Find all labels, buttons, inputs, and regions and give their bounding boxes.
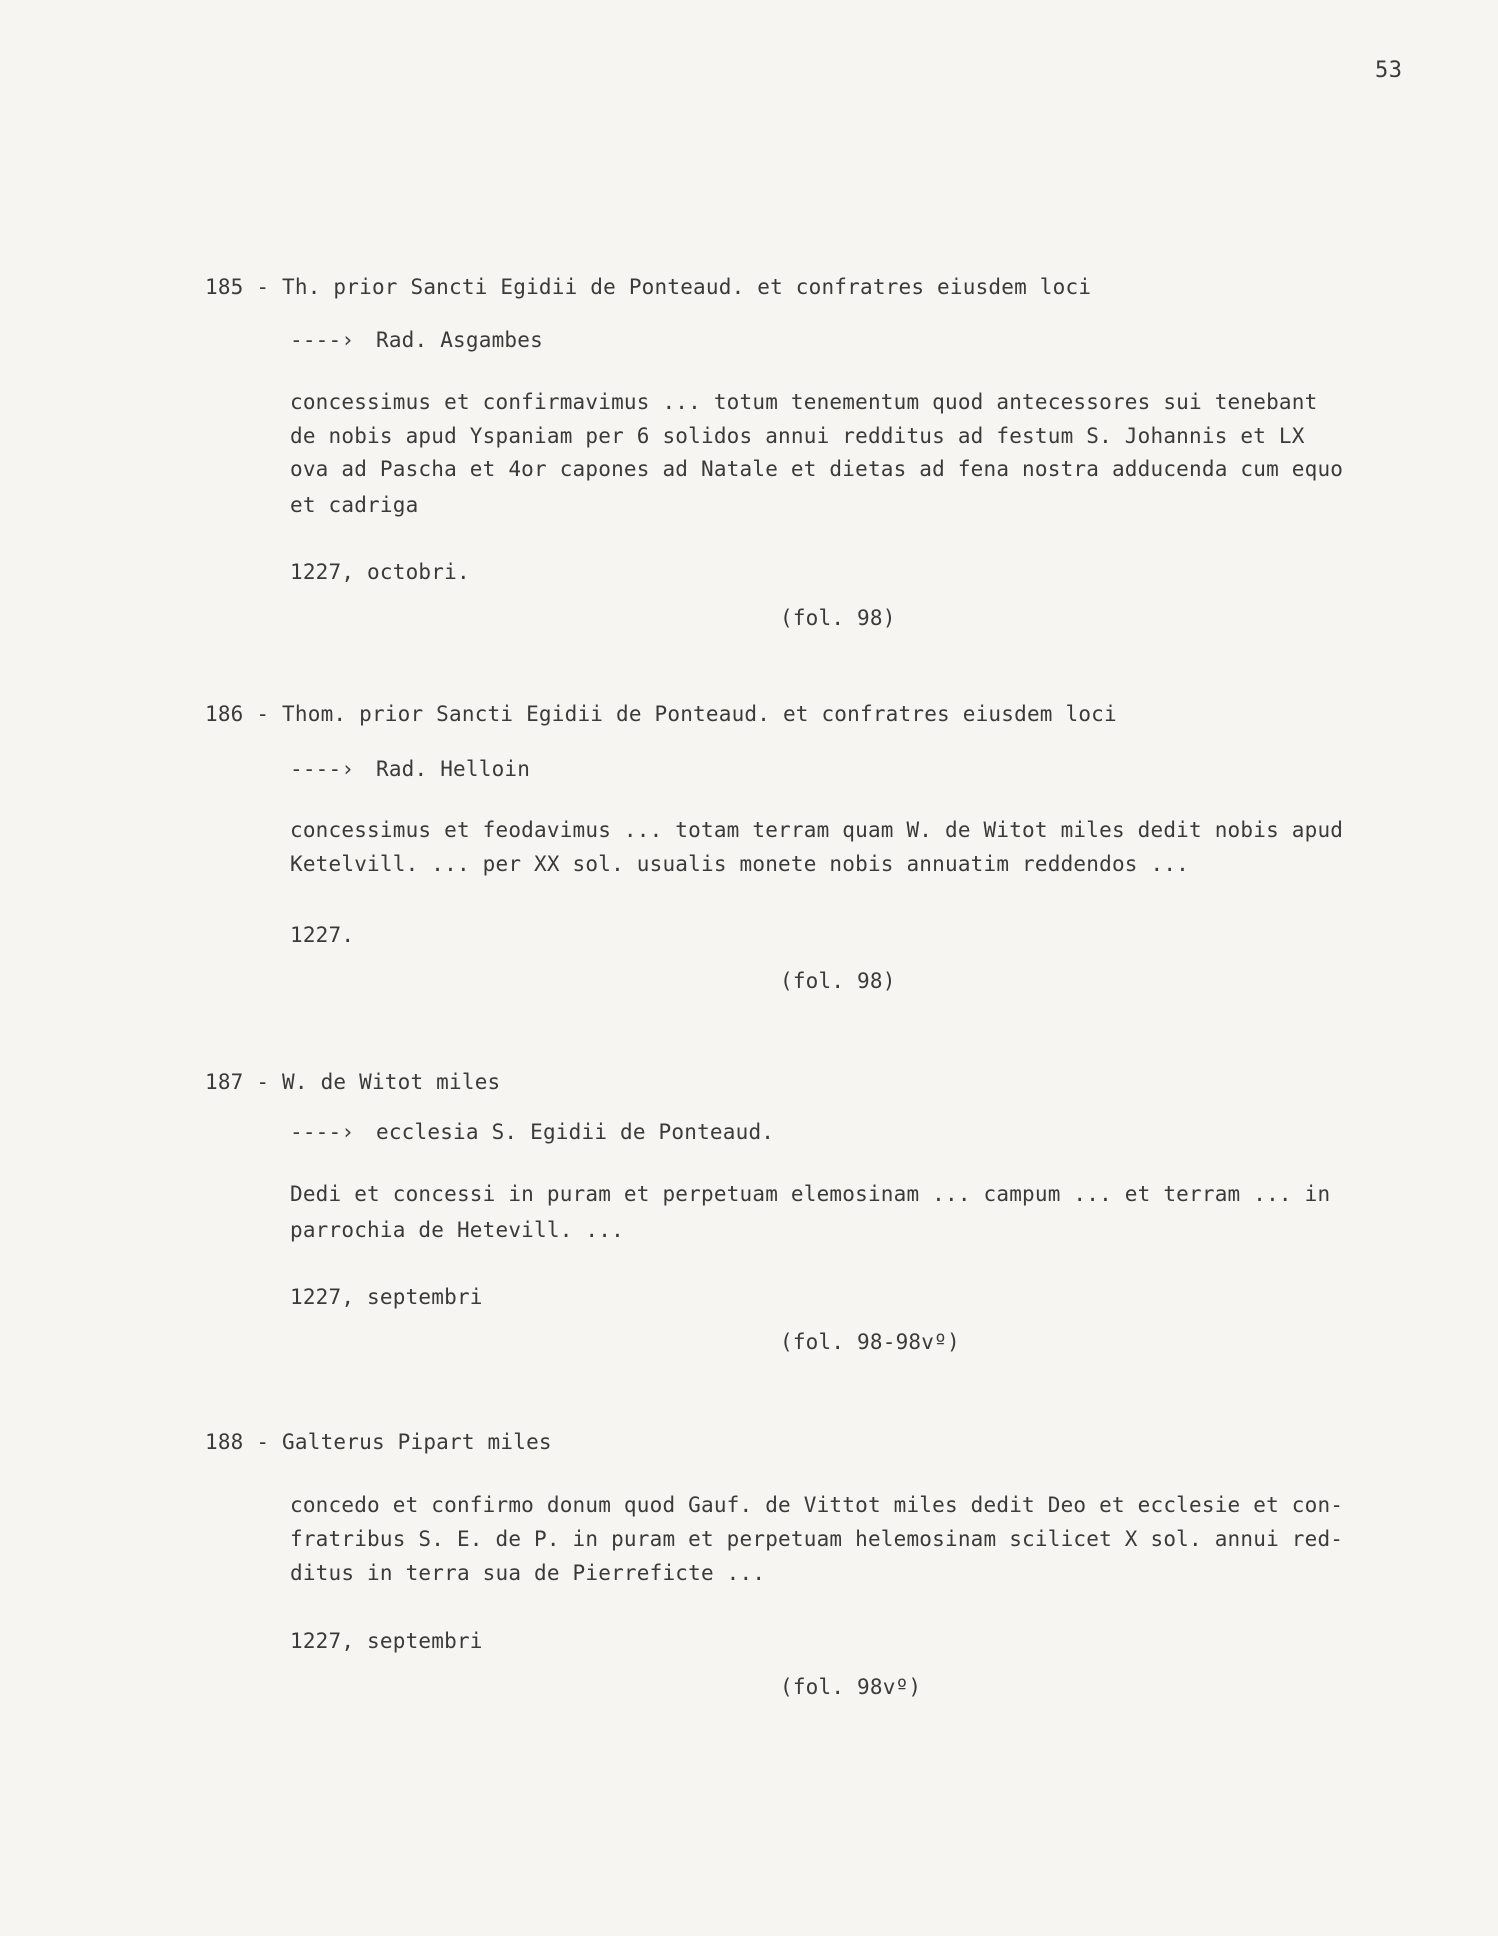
entry-185-text-line: et cadriga bbox=[290, 493, 419, 517]
entry-185-text-line: concessimus et confirmavimus ... totum tenementum quod antecessores sui tenebant bbox=[290, 390, 1318, 414]
entry-185-folio: (fol. 98) bbox=[780, 606, 896, 630]
entry-187-folio: (fol. 98-98vº) bbox=[780, 1330, 960, 1354]
entry-187-text-line: parrochia de Hetevill. ... bbox=[290, 1218, 624, 1242]
entry-185-date: 1227, octobri. bbox=[290, 560, 470, 584]
entry-188-text-line: fratribus S. E. de P. in puram et perpetuam helemosinam scilicet X sol. annui red- bbox=[290, 1527, 1344, 1551]
entry-186-heading: 186 - Thom. prior Sancti Egidii de Ponteaud. et confratres eiusdem loci bbox=[205, 702, 1117, 726]
entry-188-text-line: ditus in terra sua de Pierreficte ... bbox=[290, 1561, 766, 1585]
entry-188-heading: 188 - Galterus Pipart miles bbox=[205, 1430, 552, 1454]
page-number: 53 bbox=[1375, 58, 1403, 83]
entry-185-heading: 185 - Th. prior Sancti Egidii de Ponteaud. et confratres eiusdem loci bbox=[205, 275, 1092, 299]
entry-185-addressee bbox=[290, 323, 543, 357]
arrow-icon: ----› bbox=[290, 1120, 355, 1144]
entry-185-recipient: Rad. Asgambes bbox=[376, 328, 543, 352]
arrow-icon: ----› bbox=[290, 757, 355, 781]
entry-187-recipient: ecclesia S. Egidii de Ponteaud. bbox=[376, 1120, 775, 1144]
entry-185-text-line: de nobis apud Yspaniam per 6 solidos annui redditus ad festum S. Johannis et LX bbox=[290, 424, 1305, 448]
arrow-icon: ----› bbox=[290, 328, 355, 352]
entry-185-text-line: ova ad Pascha et 4or capones ad Natale et dietas ad fena nostra adducenda cum equo bbox=[290, 457, 1344, 481]
entry-187-addressee bbox=[290, 1115, 774, 1149]
entry-187-text-line: Dedi et concessi in puram et perpetuam elemosinam ... campum ... et terram ... in bbox=[290, 1182, 1331, 1206]
entry-186-addressee bbox=[290, 752, 530, 786]
entry-186-date: 1227. bbox=[290, 923, 355, 947]
entry-186-folio: (fol. 98) bbox=[780, 969, 896, 993]
entry-187-date: 1227, septembri bbox=[290, 1285, 483, 1309]
entry-186-text-line: Ketelvill. ... per XX sol. usualis monete nobis annuatim reddendos ... bbox=[290, 852, 1190, 876]
entry-187-heading: 187 - W. de Witot miles bbox=[205, 1070, 501, 1094]
entry-188-date: 1227, septembri bbox=[290, 1629, 483, 1653]
entry-186-text-line: concessimus et feodavimus ... totam terram quam W. de Witot miles dedit nobis apud bbox=[290, 818, 1344, 842]
entry-186-recipient: Rad. Helloin bbox=[376, 757, 531, 781]
entry-188-text-line: concedo et confirmo donum quod Gauf. de Vittot miles dedit Deo et ecclesie et con- bbox=[290, 1493, 1344, 1517]
entry-188-folio: (fol. 98vº) bbox=[780, 1675, 922, 1699]
